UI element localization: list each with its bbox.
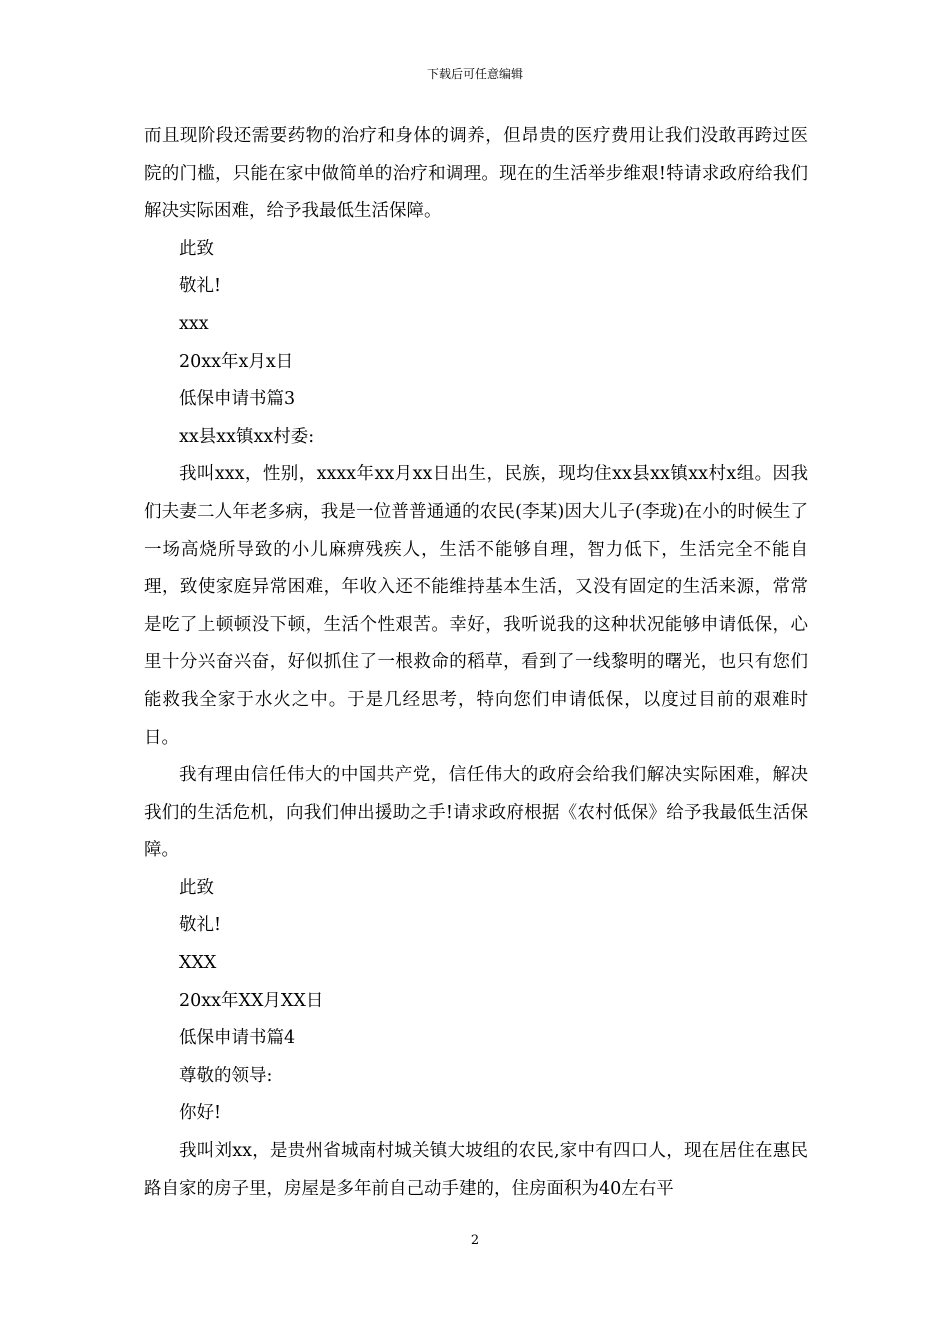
paragraph: 我叫xxx，性别，xxxx年xx月xx日出生，民族，现均住xx县xx镇xx村x组。因我们夫妻二人年老多病，我是一位普普通通的农民(李某)因大儿子(李珑)在小的时候生了一场高烧所导致的小儿麻痹残疾人，生活不能够自理，智力低下，生活完全不能自理，致使家庭异常困难，年收入还不能维持基本生活，又没有固定的生活来源，常常是吃了上顿顿没下顿，生活个性艰苦。幸好，我听说我的这种状况能够申请低保，心里十分兴奋兴奋，好似抓住了一根救命的稻草，看到了一线黎明的曙光，也只有您们能救我全家于水火之中。于是几经思考，特向您们申请低保，以度过目前的艰难时日。	[144, 464, 808, 748]
paragraph: 我有理由信任伟大的中国共产党，信任伟大的政府会给我们解决实际困难，解决我们的生活危机，向我们伸出援助之手!请求政府根据《农村低保》给予我最低生活保障。	[144, 765, 808, 861]
date-line: 20xx年x月x日	[179, 351, 294, 372]
signature-line: XXX	[179, 953, 217, 974]
signature-line: xxx	[179, 313, 209, 334]
paragraph-continued: 而且现阶段还需要药物的治疗和身体的调养，但昂贵的医疗费用让我们没敢再跨过医院的门槛，只能在家中做简单的治疗和调理。现在的生活举步维艰!特请求政府给我们解决实际困难，给予我最低生活保障。	[144, 126, 808, 222]
salutation-line: 敬礼!	[179, 915, 222, 936]
date-line: 20xx年XX月XX日	[179, 990, 324, 1011]
closing-line: 此致	[179, 877, 214, 898]
paragraph: 我叫刘xx，是贵州省城南村城关镇大坡组的农民,家中有四口人，现在居住在惠民路自家的房子里，房屋是多年前自己动手建的，住房面积为40左右平	[144, 1141, 808, 1199]
salutation-line: 敬礼!	[179, 276, 222, 297]
section-title: 低保申请书篇3	[179, 389, 296, 410]
addressee-line: xx县xx镇xx村委:	[179, 426, 315, 447]
addressee-line: 尊敬的领导:	[179, 1065, 273, 1086]
greeting-line: 你好!	[179, 1103, 222, 1124]
document-body	[144, 118, 808, 1208]
page-header-note: 下载后可任意编辑	[426, 67, 523, 81]
section-title: 低保申请书篇4	[179, 1028, 296, 1049]
page-number: 2	[470, 1233, 480, 1248]
closing-line: 此致	[179, 238, 214, 259]
